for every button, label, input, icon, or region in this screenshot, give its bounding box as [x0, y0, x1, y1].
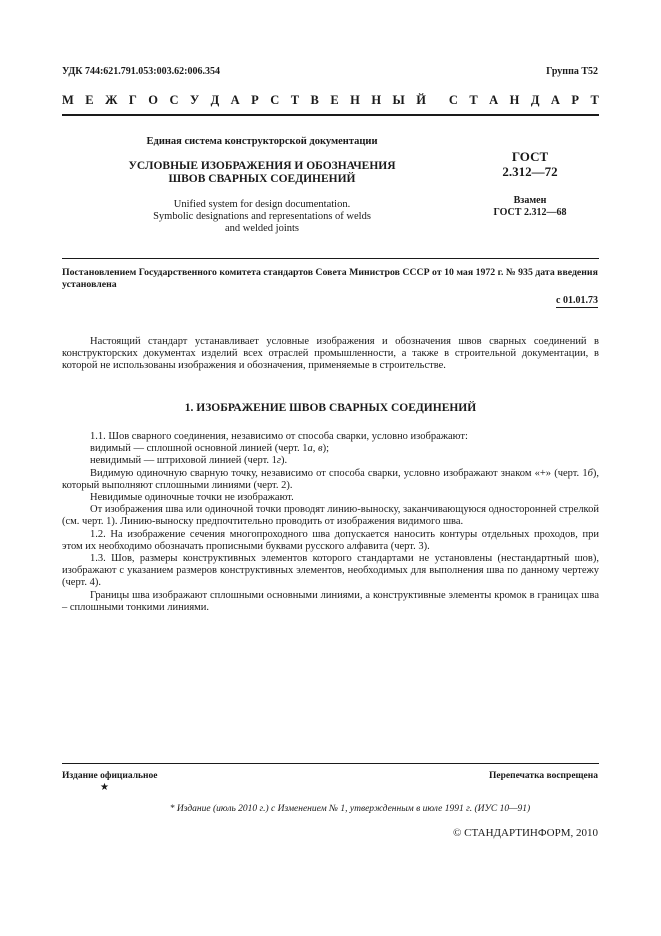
- standard-type-letter: Е: [85, 93, 94, 107]
- gost-designation: [470, 149, 590, 179]
- standard-type-letter: М: [62, 93, 74, 107]
- edition-label: Издание официальное: [62, 771, 158, 781]
- visible-ref: а, в: [307, 443, 323, 455]
- standard-type-heading: [62, 93, 599, 108]
- intro-paragraph: [62, 336, 599, 373]
- standard-type-letter: Н: [371, 93, 382, 107]
- standard-type-letter: А: [550, 93, 560, 107]
- standard-type-letter: В: [310, 93, 319, 107]
- para-1-3-borders: Границы шва изображают сплошными основными линиями, а конструктивные элементы кромок в границах шва – сплошными тонкими линиями.: [62, 589, 599, 613]
- standard-type-letter: С: [270, 93, 280, 107]
- intro-text: Настоящий стандарт устанавливает условные изображения и обозначения швов сварных соединений в конструкторских документах изделий всех отраслей промышленности, а также в строительной документации, в которой не использованы изображения и обозначения, применяемые в строительстве.: [62, 336, 599, 372]
- standard-type-letter: Д: [210, 93, 220, 107]
- standard-type-letter: Г: [128, 93, 137, 107]
- reprint-notice: Перепечатка воспрещена: [488, 771, 598, 781]
- document-title: [112, 160, 412, 186]
- title-line-1: УСЛОВНЫЕ ИЗОБРАЖЕНИЯ И ОБОЗНАЧЕНИЯ: [128, 160, 396, 172]
- english-line-3: and welded joints: [224, 223, 300, 234]
- standard-type-letter: Т: [469, 93, 478, 107]
- standard-type-letter: О: [148, 93, 159, 107]
- section-title: 1. ИЗОБРАЖЕНИЕ ШВОВ СВАРНЫХ СОЕДИНЕНИЙ: [184, 402, 477, 414]
- para-1-2: 1.2. На изображение сечения многопроходного шва допускается наносить контуры отдельных проходов, при этом их необходимо обозначать прописными буквами русского алфавита (черт. 3).: [62, 528, 599, 552]
- hidden-end: ).: [281, 455, 288, 467]
- standard-type-letter: Р: [571, 93, 580, 107]
- standard-type-letter: Н: [350, 93, 360, 107]
- section-body: [62, 431, 599, 614]
- header-rule: [62, 114, 599, 116]
- para-1-1-leader: От изображения шва или одиночной точки проводят линию-выноску, заканчивающуюся односторонней стрелкой (см. черт. 1). Линию-выноску предпочтительно проводить от изображения видимого шва.: [62, 504, 599, 528]
- visible-text: видимый — сплошной основной линией (черт. 1: [90, 443, 308, 455]
- effective-date: с 01.01.73: [556, 295, 598, 306]
- standard-type-letter: Т: [590, 93, 599, 107]
- point-text: Видимую одиночную сварную точку, независимо от способа сварки, условно изображают знаком «+» (черт. 1: [90, 467, 588, 479]
- para-1-1-point: [62, 468, 599, 492]
- para-1-3: 1.3. Шов, размеры конструктивных элементов которого стандартами не установлены (нестандартный шов), изображают с указанием размеров конструктивных элементов, необходимых для выполнения шва по данному чертежу (черт. 4).: [62, 553, 599, 589]
- standard-type-letter: Р: [251, 93, 259, 107]
- standard-type-letter: Д: [530, 93, 540, 107]
- edition-footnote: * Издание (июль 2010 г.) с Изменением № 1, утвержденным в июле 1991 г. (ИУС 10—91): [169, 804, 531, 814]
- standard-type-letter: Й: [416, 93, 426, 107]
- instead-number: ГОСТ 2.312—68: [493, 207, 567, 218]
- standard-type-letter: У: [189, 93, 200, 107]
- instead-label: Взамен: [513, 195, 547, 206]
- replaces-block: [470, 195, 590, 219]
- english-line-1: Unified system for design documentation.: [173, 199, 351, 210]
- english-line-2: Symbolic designations and representations of welds: [153, 211, 371, 222]
- copyright: © СТАНДАРТИНФОРМ, 2010: [453, 827, 598, 839]
- title-block-rule: [62, 258, 599, 259]
- standard-type-letter: Ж: [105, 93, 118, 107]
- decree-text: Постановлением Государственного комитета стандартов Совета Министров СССР от 10 мая 1972 г. № 935 дата введения установлена: [62, 267, 598, 290]
- gost-label: ГОСТ: [511, 149, 549, 164]
- gost-number: 2.312—72: [502, 164, 558, 179]
- hidden-ref: г: [276, 455, 281, 467]
- para-1-1-invisible-points: Невидимые одиночные точки не изображают.: [90, 492, 294, 504]
- hidden-text: невидимый — штриховой линией (черт. 1: [90, 455, 277, 467]
- footer-rule: [62, 763, 599, 764]
- para-1-1-hidden: [62, 455, 599, 467]
- standard-type-letter: Е: [330, 93, 339, 107]
- standard-type-letter: Ы: [392, 93, 405, 107]
- standard-type-letter: Т: [290, 93, 300, 107]
- title-line-2: ШВОВ СВАРНЫХ СОЕДИНЕНИЙ: [168, 173, 356, 185]
- standard-type-letter: Н: [509, 93, 520, 107]
- system-name: Единая система конструкторской документации: [146, 136, 378, 147]
- standard-type-letter: А: [489, 93, 499, 107]
- english-title: [112, 199, 412, 235]
- para-1-1-visible: [62, 443, 599, 455]
- standard-type-letter: А: [230, 93, 240, 107]
- star-icon: ★: [100, 782, 109, 793]
- standard-type-letter: С: [169, 93, 179, 107]
- standard-type-letter: С: [448, 93, 458, 107]
- visible-end: );: [322, 443, 330, 455]
- udk-code: УДК 744:621.791.053:003.62:006.354: [62, 66, 220, 77]
- point-end: ), который выполняют сплошными линиями (черт. 2).: [62, 467, 599, 491]
- para-1-1: 1.1. Шов сварного соединения, независимо от способа сварки, условно изображают:: [90, 431, 468, 442]
- point-ref: б: [587, 467, 593, 479]
- group-code: Группа Т52: [546, 66, 598, 77]
